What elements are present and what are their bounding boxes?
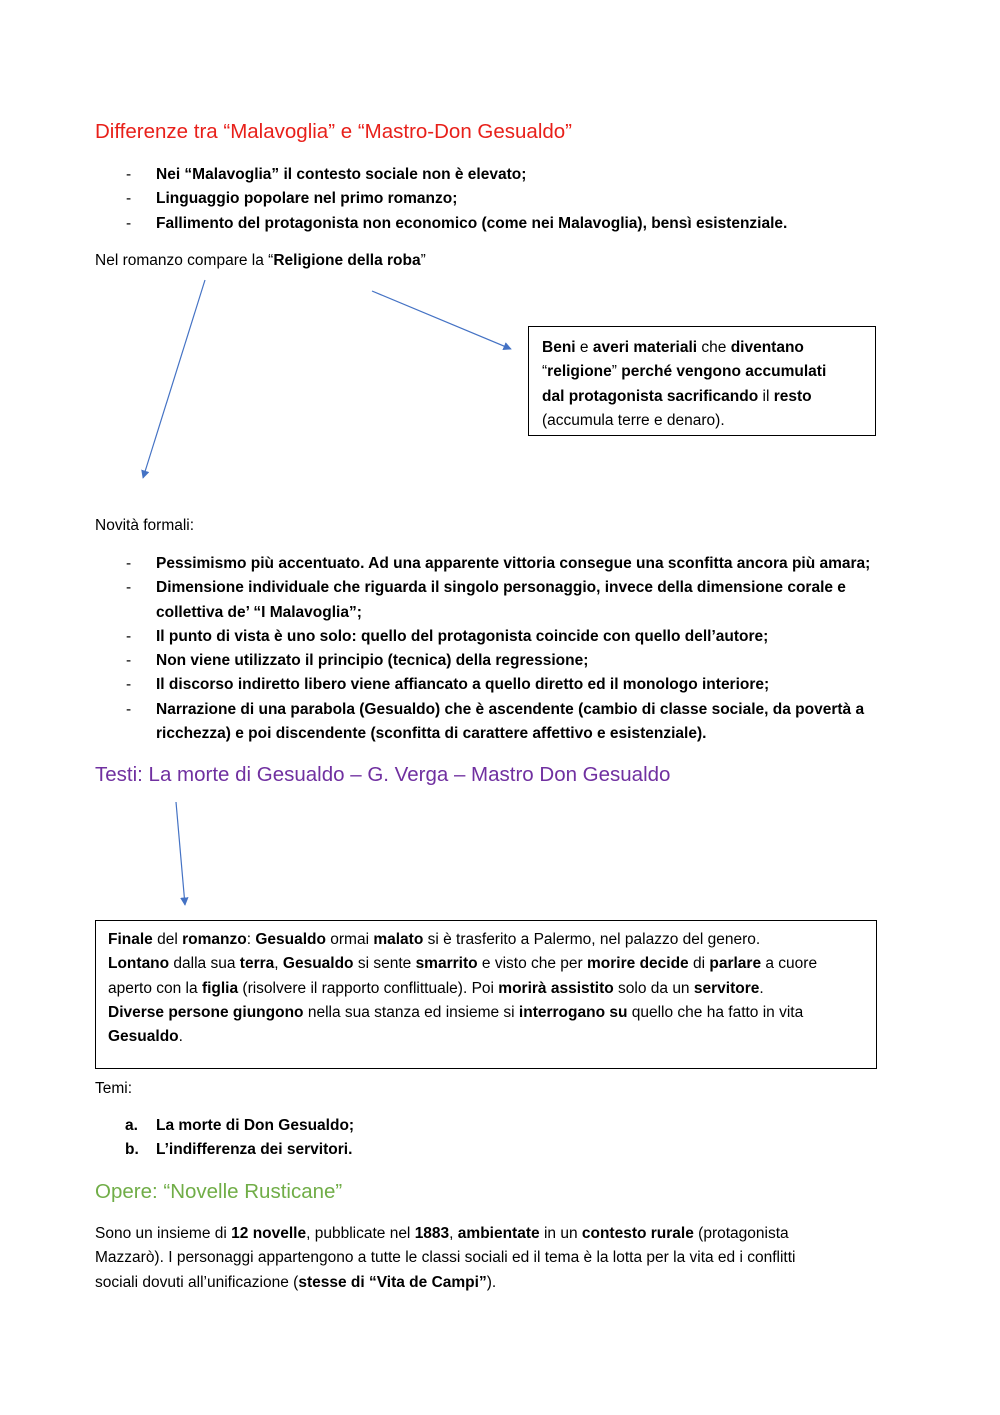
opere-paragraph: Sono un insieme di 12 novelle, pubblicate nel 1883, ambientate in un contesto rurale (protagonista Mazzarò). I personaggi appartengono a tutte le classi sociali ed il tema è la lotta per la vita ed i conflitti sociali dovuti all’unificazione (stesse di “Vita de Campi”). (95, 1225, 796, 1291)
finale-box: Finale del romanzo: Gesualdo ormai malato si è trasferito a Palermo, nel palazzo del genero. Lontano dalla sua terra, Gesualdo si sente smarrito e visto che per morire decide di parlare a cuore aperto con la figlia (risolvere il rapporto conflittuale). Poi morirà assistito solo da un servitore. Diverse persone giungono nella sua stanza ed insieme si interrogano su quello che ha fatto in vita Gesualdo. (95, 920, 877, 1069)
list-item: - Pessimismo più accentuato. Ad una apparente vittoria consegue una sconfitta ancora più amara; (126, 555, 871, 572)
list-item: - Fallimento del protagonista non economico (come nei Malavoglia), bensì esistenziale. (126, 214, 788, 232)
section-heading-opere: Opere: “Novelle Rusticane” (95, 1180, 343, 1203)
list-item: - Non viene utilizzato il principio (tecnica) della regressione; (126, 652, 589, 670)
arrow-down-left (143, 280, 205, 478)
temi-list (95, 1114, 354, 1163)
novita-label: Novità formali: (95, 517, 195, 534)
list-item: - Linguaggio popolare nel primo romanzo; (126, 190, 458, 208)
list-item: - Narrazione di una parabola (Gesualdo) che è ascendente (cambio di classe sociale, da povertà a ricchezza) e poi discendente (sconfitta di carattere affettivo e esistenziale). (126, 700, 865, 743)
temi-label: Temi: (95, 1080, 133, 1097)
list-item: - Dimensione individuale che riguarda il singolo personaggio, invece della dimensione corale e collettiva de’ “I Malavoglia”; (126, 579, 846, 621)
section-heading-testi: Testi: La morte di Gesualdo – G. Verga – Mastro Don Gesualdo (95, 763, 671, 786)
religione-box: Beni e averi materiali che diventano “religione” perché vengono accumulati dal protagonista sacrificando il resto (accumula terre e denaro). (528, 326, 876, 436)
list-item: - Nei “Malavoglia” il contesto sociale non è elevato; (126, 166, 527, 183)
arrow-to-box (372, 291, 511, 349)
arrow-down-testi (176, 802, 185, 905)
list-item: a. La morte di Don Gesualdo; (125, 1117, 355, 1134)
section-heading-differenze: Differenze tra “Malavoglia” e “Mastro-Don Gesualdo” (95, 120, 573, 143)
religione-paragraph: Nel romanzo compare la “Religione della roba” (95, 252, 426, 269)
list-item: - Il punto di vista è uno solo: quello del protagonista coincide con quello dell’autore; (126, 627, 769, 645)
novita-list (95, 552, 870, 746)
list-item: - Il discorso indiretto libero viene affiancato a quello diretto ed il monologo interiore; (126, 676, 770, 694)
list-item: b. L’indifferenza dei servitori. (125, 1141, 353, 1159)
